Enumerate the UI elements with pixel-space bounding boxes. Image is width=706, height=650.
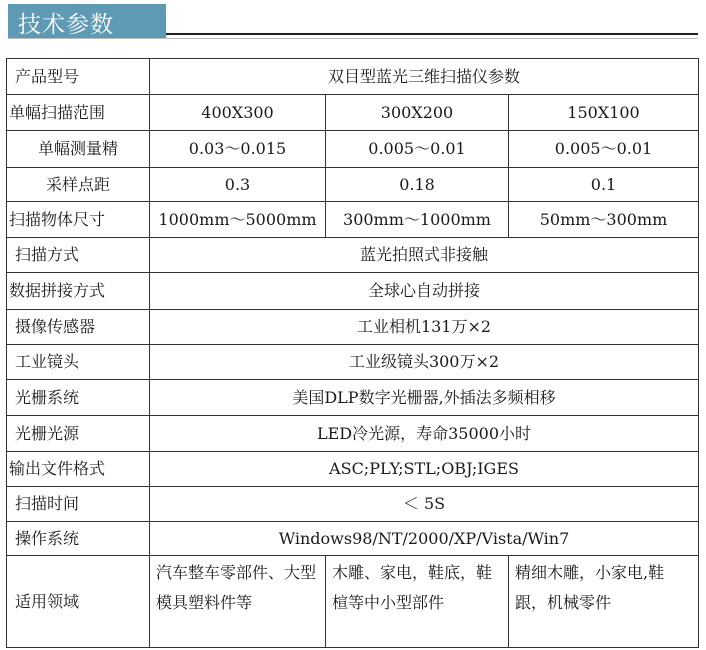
cell-formats: ASC;PLY;STL;OBJ;IGES <box>150 452 699 487</box>
table-row <box>7 522 699 556</box>
row-label-object-size: 扫描物体尺寸 <box>7 202 150 238</box>
row-label-stitching: 数据拼接方式 <box>7 273 150 310</box>
table-row <box>7 556 699 648</box>
cell-applications-1: 汽车整车零部件、大型模具塑料件等 <box>150 556 326 648</box>
spec-table <box>6 58 699 648</box>
row-label-scan-time: 扫描时间 <box>7 487 150 522</box>
cell-object-size-2: 300mm～1000mm <box>326 202 509 238</box>
row-label-precision: 单幅测量精 <box>7 131 150 168</box>
table-row <box>7 131 699 168</box>
cell-object-size-1: 1000mm～5000mm <box>150 202 326 238</box>
section-title: 技术参数 <box>18 12 114 38</box>
cell-scan-time: ＜ 5S <box>150 487 699 522</box>
table-row <box>7 202 699 238</box>
table-row <box>7 310 699 345</box>
row-label-applications: 适用领域 <box>7 556 150 648</box>
table-row <box>7 487 699 522</box>
cell-sampling-1: 0.3 <box>150 168 326 202</box>
cell-os: Windows98/NT/2000/XP/Vista/Win7 <box>150 522 699 556</box>
table-row <box>7 168 699 202</box>
table-row <box>7 452 699 487</box>
table-row <box>7 273 699 310</box>
table-row <box>7 416 699 452</box>
cell-light: LED冷光源，寿命35000小时 <box>150 416 699 452</box>
row-label-scan-range: 单幅扫描范围 <box>7 95 150 131</box>
cell-scan-range-2: 300X200 <box>326 95 509 131</box>
cell-sampling-3: 0.1 <box>509 168 699 202</box>
cell-sampling-2: 0.18 <box>326 168 509 202</box>
table-row <box>7 59 699 95</box>
row-label-light: 光栅光源 <box>7 416 150 452</box>
header-rule <box>166 33 698 35</box>
cell-stitching: 全球心自动拼接 <box>150 273 699 310</box>
row-label-sensor: 摄像传感器 <box>7 310 150 345</box>
row-label-sampling: 采样点距 <box>7 168 150 202</box>
cell-lens: 工业级镜头300万×2 <box>150 345 699 380</box>
cell-precision-2: 0.005～0.01 <box>326 131 509 168</box>
row-label-os: 操作系统 <box>7 522 150 556</box>
row-label-grating: 光栅系统 <box>7 380 150 416</box>
cell-sensor: 工业相机131万×2 <box>150 310 699 345</box>
cell-scan-range-3: 150X100 <box>509 95 699 131</box>
table-row <box>7 345 699 380</box>
header-rule-base <box>8 38 698 39</box>
cell-precision-1: 0.03～0.015 <box>150 131 326 168</box>
cell-object-size-3: 50mm～300mm <box>509 202 699 238</box>
model-title: 双目型蓝光三维扫描仪参数 <box>150 59 699 95</box>
row-label-formats: 输出文件格式 <box>7 452 150 487</box>
row-label-lens: 工业镜头 <box>7 345 150 380</box>
section-header <box>0 0 706 48</box>
cell-applications-3: 精细木雕，小家电,鞋跟，机械零件 <box>509 556 699 648</box>
cell-grating: 美国DLP数字光栅器,外插法多频相移 <box>150 380 699 416</box>
section-title-tab <box>8 4 166 38</box>
cell-scan-method: 蓝光拍照式非接触 <box>150 238 699 273</box>
cell-applications-2: 木雕、家电，鞋底，鞋楦等中小型部件 <box>326 556 509 648</box>
row-label-scan-method: 扫描方式 <box>7 238 150 273</box>
row-label-model: 产品型号 <box>7 59 150 95</box>
table-row <box>7 95 699 131</box>
cell-scan-range-1: 400X300 <box>150 95 326 131</box>
table-row <box>7 380 699 416</box>
table-row <box>7 238 699 273</box>
cell-precision-3: 0.005～0.01 <box>509 131 699 168</box>
